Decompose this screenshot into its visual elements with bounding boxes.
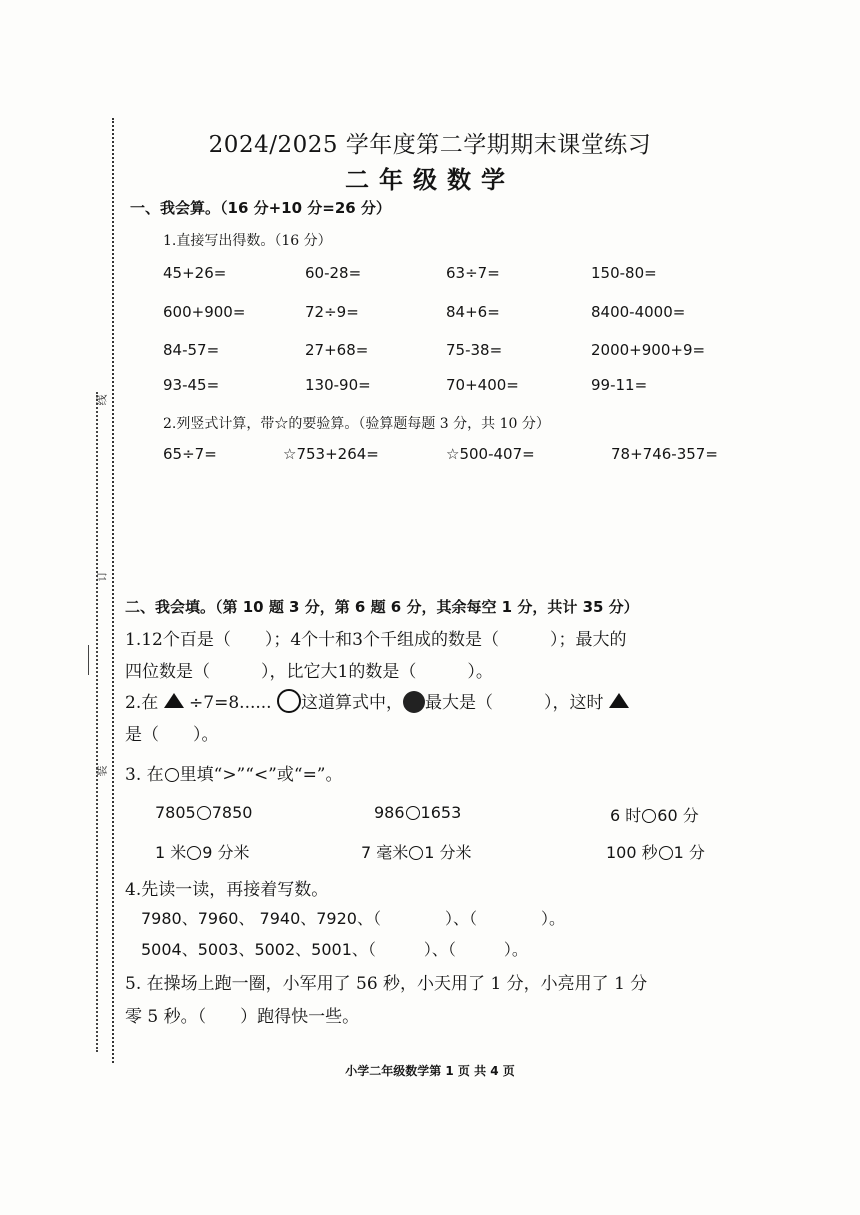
circle-icon xyxy=(659,846,673,860)
question-4-line-1: 7980、7960、 7940、7920、（ ）、（ ）。 xyxy=(141,909,565,928)
question-3-text: 3. 在 xyxy=(125,765,164,785)
calc-item: 8400-4000= xyxy=(591,303,686,321)
question-2-line-1 xyxy=(125,688,629,713)
compare-right: 1 分 xyxy=(673,843,705,862)
compare-item xyxy=(155,840,250,863)
circle-icon xyxy=(165,768,179,782)
calc-item: 84+6= xyxy=(446,303,500,321)
calc-item: 130-90= xyxy=(305,376,371,394)
binding-label-line: 线 xyxy=(95,394,109,406)
part1-heading: 1.直接写出得数。（16 分） xyxy=(163,233,332,249)
calc-item: 150-80= xyxy=(591,264,657,282)
compare-left: 986 xyxy=(374,803,405,822)
compare-left: 7 毫米 xyxy=(361,843,409,862)
page-title: 2024/2025 学年度第二学期期末课堂练习 xyxy=(208,132,652,158)
calc-item: 84-57= xyxy=(163,341,220,359)
calc-item: 2000+900+9= xyxy=(591,341,706,359)
calc-item: 600+900= xyxy=(163,303,246,321)
circle-icon xyxy=(406,806,420,820)
question-4-heading: 4.先读一读，再接着写数。 xyxy=(125,880,329,900)
compare-right: 1653 xyxy=(420,803,462,822)
page-footer: 小学二年级数学第 1 页 共 4 页 xyxy=(345,1064,515,1078)
circle-icon xyxy=(187,846,201,860)
compare-right: 9 分米 xyxy=(202,843,250,862)
calc-item: 60-28= xyxy=(305,264,362,282)
binding-line xyxy=(112,118,114,1063)
part2-heading: 2.列竖式计算，带☆的要验算。（验算题每题 3 分，共 10 分） xyxy=(163,416,550,432)
question-2-line-2: 是（ ）。 xyxy=(125,725,219,745)
compare-left: 100 秒 xyxy=(606,843,658,862)
question-2-text: 2.在 xyxy=(125,693,159,713)
circle-icon xyxy=(642,809,656,823)
question-2-text: 这道算式中， xyxy=(301,693,403,713)
calc-item: 70+400= xyxy=(446,376,519,394)
triangle-icon xyxy=(164,693,184,708)
binding-mark xyxy=(88,645,89,675)
vertical-calc-item: 78+746-357= xyxy=(611,445,718,463)
triangle-icon xyxy=(609,693,629,708)
question-2-text: ÷7=8...... xyxy=(189,693,272,713)
vertical-calc-item: 65÷7= xyxy=(163,445,217,463)
compare-item xyxy=(155,803,252,822)
question-2-text: 最大是（ ），这时 xyxy=(425,693,604,713)
question-3-heading xyxy=(125,760,343,785)
compare-left: 7805 xyxy=(155,803,196,822)
calc-item: 93-45= xyxy=(163,376,220,394)
binding-label-bind: 装 xyxy=(95,765,109,777)
filled-circle-icon xyxy=(403,691,425,713)
compare-right: 1 分米 xyxy=(424,843,472,862)
calc-item: 75-38= xyxy=(446,341,503,359)
circle-icon xyxy=(197,806,211,820)
calc-item: 99-11= xyxy=(591,376,648,394)
page-subtitle: 二年级数学 xyxy=(345,166,515,194)
compare-left: 6 时 xyxy=(610,806,642,825)
vertical-calc-item: ☆753+264= xyxy=(283,445,379,463)
calc-item: 72÷9= xyxy=(305,303,359,321)
question-1-line-2: 四位数是（ ），比它大1的数是（ ）。 xyxy=(125,662,493,682)
compare-item xyxy=(610,803,699,826)
section1-heading: 一、我会算。（16 分+10 分=26 分） xyxy=(130,199,391,217)
binding-label-staple: 订 xyxy=(95,570,109,582)
calc-item: 27+68= xyxy=(305,341,369,359)
compare-item xyxy=(361,840,472,863)
binding-line-inner xyxy=(96,392,98,1052)
vertical-calc-item: ☆500-407= xyxy=(446,445,535,463)
circle-icon xyxy=(409,846,423,860)
calc-item: 63÷7= xyxy=(446,264,500,282)
section2-heading: 二、我会填。（第 10 题 3 分，第 6 题 6 分，其余每空 1 分，共计 35 分） xyxy=(125,598,639,616)
compare-right: 60 分 xyxy=(657,806,699,825)
question-4-line-2: 5004、5003、5002、5001、（ ）、（ ）。 xyxy=(141,940,528,959)
compare-right: 7850 xyxy=(211,803,253,822)
calc-item: 45+26= xyxy=(163,264,227,282)
compare-item xyxy=(606,840,705,863)
question-3-text: 里填“>”“<”或“=”。 xyxy=(179,765,343,785)
question-5-line-2: 零 5 秒。（ ）跑得快一些。 xyxy=(125,1007,360,1027)
compare-item xyxy=(374,803,461,822)
compare-left: 1 米 xyxy=(155,843,187,862)
question-5-line-1: 5. 在操场上跑一圈，小军用了 56 秒，小天用了 1 分，小亮用了 1 分 xyxy=(125,974,648,994)
question-1-line-1: 1.12个百是（ ）；4个十和3个千组成的数是（ ）；最大的 xyxy=(125,630,627,650)
circle-icon xyxy=(277,689,301,713)
